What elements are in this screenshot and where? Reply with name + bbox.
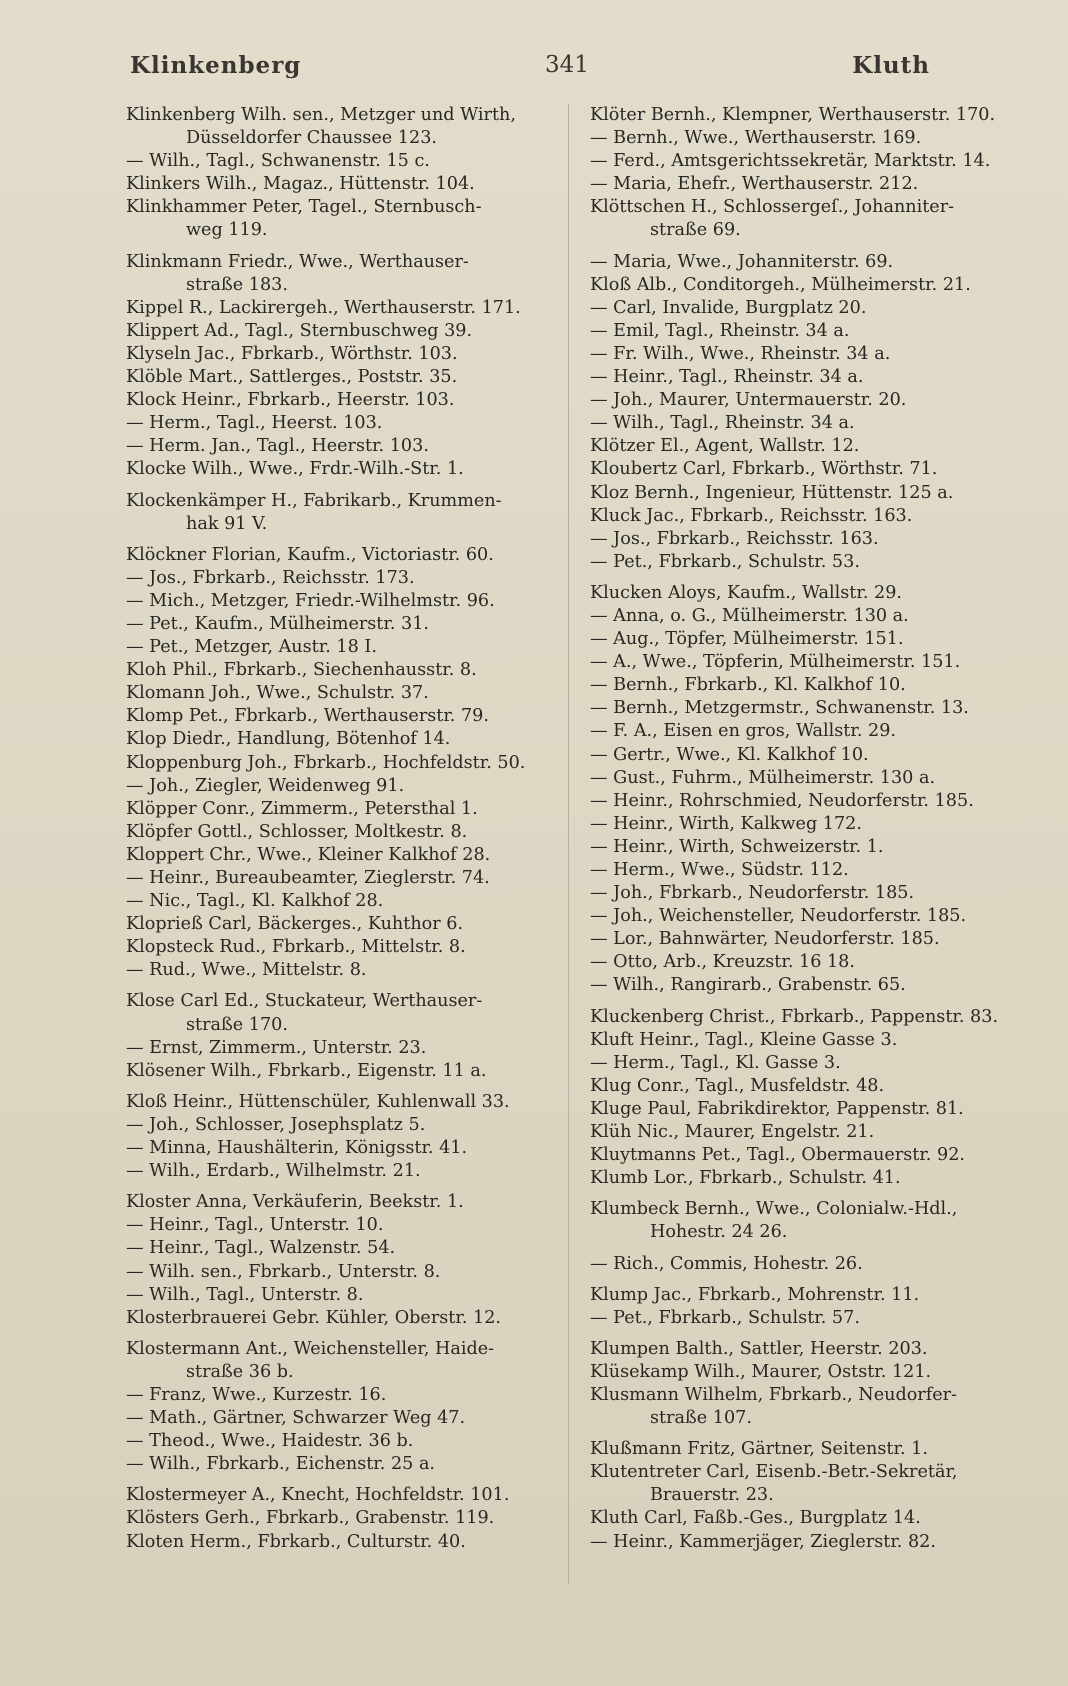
- entry-line: — Carl, Invalide, Burgplatz 20.: [590, 297, 867, 318]
- entry-line: Klomp Pet., Fbrkarb., Werthauserstr. 79.: [126, 706, 489, 727]
- directory-entry: [126, 1214, 571, 1237]
- entry-line: — Wilh., Erdarb., Wilhelmstr. 21.: [126, 1161, 421, 1182]
- entry-line: Klösener Wilh., Fbrkarb., Eigenstr. 11 a.: [126, 1060, 487, 1081]
- directory-entry: [126, 1160, 571, 1183]
- entry-line: — Minna, Haushälterin, Königsstr. 41.: [126, 1138, 468, 1159]
- directory-entry: [126, 590, 571, 613]
- directory-entry: [590, 1338, 1040, 1361]
- directory-entry: [126, 959, 571, 982]
- entry-continuation: Düsseldorfer Chaussee 123.: [186, 128, 437, 149]
- directory-entry: [126, 1531, 571, 1554]
- directory-entry: [126, 1407, 571, 1430]
- entry-line: Klop Diedr., Handlung, Bötenhof 14.: [126, 729, 451, 750]
- directory-entry: [126, 1091, 571, 1114]
- directory-entry: [126, 705, 571, 728]
- directory-entry: [126, 366, 571, 389]
- directory-entry: [590, 1075, 1040, 1098]
- entry-line: — Heinr., Bureaubeamter, Zieglerstr. 74.: [126, 868, 490, 888]
- directory-entry: [126, 636, 571, 659]
- entry-line: — A., Wwe., Töpferin, Mülheimerstr. 151.: [590, 652, 961, 673]
- entry-line: Klinkenberg Wilh. sen., Metzger und Wirth,: [126, 105, 516, 125]
- entry-line: Klöckner Florian, Kaufm., Victoriastr. 60.: [126, 544, 494, 565]
- entry-line: Klusmann Wilhelm, Fbrkarb., Neudorfer-: [590, 1384, 957, 1405]
- entry-line: — Pet., Metzger, Austr. 18 I.: [126, 637, 377, 658]
- directory-entry: [126, 752, 571, 775]
- entry-continuation: hak 91 V.: [186, 513, 268, 534]
- directory-entry: [590, 297, 1040, 320]
- entry-line: Klosterbrauerei Gebr. Kühler, Oberstr. 12.: [126, 1307, 501, 1328]
- directory-entry: [590, 605, 1040, 628]
- directory-entry: [590, 1167, 1040, 1190]
- directory-entry: [126, 1137, 571, 1160]
- entry-line: Klöttschen H., Schlossergeſ., Johanniter-: [590, 197, 955, 218]
- directory-entry: [590, 343, 1040, 366]
- entry-line: — Herm., Tagl., Kl. Gasse 3.: [590, 1052, 841, 1073]
- directory-entry: [126, 435, 571, 458]
- directory-entry: [126, 659, 571, 682]
- directory-entry: [126, 297, 571, 320]
- entry-line: — Franz, Wwe., Kurzestr. 16.: [126, 1384, 387, 1405]
- entry-line: Kluck Jac., Fbrkarb., Reichsstr. 163.: [590, 505, 913, 526]
- entry-line: Klinkers Wilh., Magaz., Hüttenstr. 104.: [126, 174, 475, 195]
- entry-line: — Anna, o. G., Mülheimerstr. 130 a.: [590, 605, 909, 626]
- directory-entry: [126, 1507, 571, 1530]
- entry-line: — Herm., Wwe., Südstr. 112.: [590, 860, 849, 880]
- entry-line: — Pet., Fbrkarb., Schulstr. 57.: [590, 1307, 860, 1328]
- page-header: [130, 52, 1010, 92]
- entry-line: Kluth Carl, Faßb.-Ges., Burgplatz 14.: [590, 1508, 921, 1529]
- entry-line: Klockenkämper H., Fabrikarb., Krummen-: [126, 490, 502, 511]
- directory-entry: [126, 173, 571, 196]
- entry-line: — Heinr., Tagl., Unterstr. 10.: [126, 1215, 384, 1236]
- entry-line: — Joh., Weichensteller, Neudorferstr. 185.: [590, 906, 967, 927]
- entry-continuation: straße 36 b.: [186, 1361, 294, 1382]
- directory-entry: [590, 1098, 1040, 1121]
- entry-line: Kloubertz Carl, Fbrkarb., Wörthstr. 71.: [590, 459, 938, 480]
- entry-line: — F. A., Eisen en gros, Wallstr. 29.: [590, 721, 897, 742]
- entry-line: Kloz Bernh., Ingenieur, Hüttenstr. 125 a.: [590, 482, 954, 503]
- entry-line: Klumpen Balth., Sattler, Heerstr. 203.: [590, 1338, 928, 1359]
- directory-entry: [126, 990, 571, 1036]
- directory-entry: [590, 836, 1040, 859]
- directory-entry: [590, 458, 1040, 481]
- header-left-keyword: Klinkenberg: [130, 52, 302, 79]
- entry-line: — Heinr., Tagl., Rheinstr. 34 a.: [590, 367, 864, 388]
- entry-line: — Herm. Jan., Tagl., Heerstr. 103.: [126, 436, 429, 457]
- entry-line: — Joh., Maurer, Untermauerstr. 20.: [590, 390, 907, 411]
- entry-line: — Maria, Ehefr., Werthauserstr. 212.: [590, 174, 919, 195]
- directory-entry: [590, 651, 1040, 674]
- directory-entry: [590, 320, 1040, 343]
- entry-line: — Jos., Fbrkarb., Reichsstr. 163.: [590, 528, 879, 549]
- directory-entry: [126, 1307, 571, 1330]
- header-right-keyword: Kluth: [852, 52, 930, 79]
- entry-line: — Joh., Fbrkarb., Neudorferstr. 185.: [590, 883, 915, 904]
- entry-line: Kluckenberg Christ., Fbrkarb., Pappenstr. 83.: [590, 1006, 999, 1027]
- entry-line: — Aug., Töpfer, Mülheimerstr. 151.: [590, 629, 904, 650]
- entry-line: — Nic., Tagl., Kl. Kalkhof 28.: [126, 891, 384, 912]
- directory-entry: [590, 905, 1040, 928]
- directory-entry: [590, 951, 1040, 974]
- entry-line: — Bernh., Fbrkarb., Kl. Kalkhof 10.: [590, 675, 906, 696]
- directory-entry: [126, 1284, 571, 1307]
- entry-line: — Herm., Tagl., Heerst. 103.: [126, 413, 383, 434]
- entry-line: — Gust., Fuhrm., Mülheimerstr. 130 a.: [590, 767, 936, 788]
- directory-entry: [590, 628, 1040, 651]
- right-column: [590, 104, 1040, 1554]
- entry-line: — Heinr., Kammerjäger, Zieglerstr. 82.: [590, 1531, 936, 1552]
- directory-entry: [126, 1384, 571, 1407]
- directory-entry: [590, 1507, 1040, 1530]
- entry-line: — Gertr., Wwe., Kl. Kalkhof 10.: [590, 744, 869, 765]
- directory-entry: [590, 251, 1040, 274]
- directory-entry: [126, 104, 571, 150]
- directory-entry: [590, 127, 1040, 150]
- entry-line: Klump Jac., Fbrkarb., Mohrenstr. 11.: [590, 1284, 920, 1305]
- entry-line: Klinkmann Friedr., Wwe., Werthauser-: [126, 251, 469, 272]
- entry-line: Klopsteck Rud., Fbrkarb., Mittelstr. 8.: [126, 937, 466, 958]
- directory-entry: [590, 1029, 1040, 1052]
- entry-line: Klöpfer Gottl., Schlosser, Moltkestr. 8.: [126, 821, 468, 842]
- entry-line: — Wilh., Rangirarb., Grabenstr. 65.: [590, 975, 906, 996]
- entry-line: Klinkhammer Peter, Tagel., Sternbusch-: [126, 197, 482, 218]
- entry-line: — Joh., Ziegler, Weidenweg 91.: [126, 775, 405, 796]
- entry-continuation: straße 183.: [186, 274, 288, 295]
- entry-line: — Rud., Wwe., Mittelstr. 8.: [126, 960, 367, 981]
- entry-line: Klock Heinr., Fbrkarb., Heerstr. 103.: [126, 390, 455, 411]
- directory-entry: [126, 196, 571, 242]
- entry-line: Kloster Anna, Verkäuferin, Beekstr. 1.: [126, 1192, 464, 1213]
- directory-entry: [126, 251, 571, 297]
- directory-entry: [590, 1144, 1040, 1167]
- entry-continuation: straße 170.: [186, 1014, 288, 1035]
- entry-line: — Wilh., Tagl., Rheinstr. 34 a.: [590, 413, 855, 434]
- entry-line: — Bernh., Metzgermstr., Schwanenstr. 13.: [590, 698, 969, 719]
- entry-line: — Wilh., Tagl., Schwanenstr. 15 c.: [126, 151, 430, 172]
- entry-line: Klumbeck Bernh., Wwe., Colonialw.-Hdl.,: [590, 1199, 958, 1220]
- directory-entry: [126, 567, 571, 590]
- entry-line: Klomann Joh., Wwe., Schulstr. 37.: [126, 683, 429, 704]
- directory-entry: [590, 1198, 1040, 1244]
- entry-continuation: weg 119.: [186, 220, 268, 241]
- directory-entry: [126, 613, 571, 636]
- entry-line: Klostermann Ant., Weichensteller, Haide-: [126, 1338, 495, 1359]
- directory-entry: [126, 412, 571, 435]
- entry-line: — Wilh. sen., Fbrkarb., Unterstr. 8.: [126, 1261, 441, 1282]
- directory-entry: [590, 1461, 1040, 1507]
- entry-line: — Bernh., Wwe., Werthauserstr. 169.: [590, 128, 922, 149]
- directory-entry: [126, 890, 571, 913]
- directory-entry: [126, 343, 571, 366]
- directory-entry: [590, 859, 1040, 882]
- entry-line: Klose Carl Ed., Stuckateur, Werthauser-: [126, 991, 483, 1012]
- directory-entry: [126, 389, 571, 412]
- entry-line: Klöpper Conr., Zimmerm., Petersthal 1.: [126, 798, 478, 819]
- directory-entry: [590, 974, 1040, 997]
- directory-entry: [590, 1531, 1040, 1554]
- directory-entry: [590, 928, 1040, 951]
- entry-line: — Ernst, Zimmerm., Unterstr. 23.: [126, 1037, 427, 1058]
- entry-line: — Emil, Tagl., Rheinstr. 34 a.: [590, 320, 850, 341]
- directory-entry: [126, 682, 571, 705]
- directory-entry: [590, 1006, 1040, 1029]
- directory-entry: [590, 104, 1040, 127]
- entry-continuation: straße 69.: [650, 220, 741, 241]
- entry-line: — Wilh., Fbrkarb., Eichenstr. 25 a.: [126, 1454, 436, 1475]
- entry-line: Kloppert Chr., Wwe., Kleiner Kalkhof 28.: [126, 844, 491, 865]
- directory-entry: [126, 1237, 571, 1260]
- directory-entry: [590, 1361, 1040, 1384]
- directory-entry: [126, 775, 571, 798]
- directory-entry: [590, 1307, 1040, 1330]
- directory-entry: [126, 1453, 571, 1476]
- directory-entry: [126, 490, 571, 536]
- directory-entry: [590, 767, 1040, 790]
- directory-entry: [126, 1191, 571, 1214]
- entry-line: Klutentreter Carl, Eisenb.-Betr.-Sekretär,: [590, 1462, 958, 1483]
- left-column: [126, 104, 571, 1554]
- entry-line: Klüsekamp Wilh., Maurer, Oststr. 121.: [590, 1361, 932, 1382]
- directory-entry: [590, 1384, 1040, 1430]
- directory-entry: [126, 913, 571, 936]
- entry-continuation: Hohestr. 24 26.: [650, 1222, 788, 1243]
- directory-entry: [590, 674, 1040, 697]
- directory-entry: [590, 1052, 1040, 1075]
- directory-entry: [126, 1037, 571, 1060]
- directory-entry: [590, 505, 1040, 528]
- directory-entry: [590, 196, 1040, 242]
- directory-entry: [590, 744, 1040, 767]
- directory-entry: [126, 1060, 571, 1083]
- directory-entry: [126, 728, 571, 751]
- directory-entry: [126, 936, 571, 959]
- entry-line: Klucken Aloys, Kaufm., Wallstr. 29.: [590, 582, 903, 603]
- entry-line: — Wilh., Tagl., Unterstr. 8.: [126, 1284, 364, 1305]
- entry-line: — Math., Gärtner, Schwarzer Weg 47.: [126, 1408, 466, 1429]
- directory-entry: [590, 813, 1040, 836]
- entry-line: Kluytmanns Pet., Tagl., Obermauerstr. 92.: [590, 1145, 965, 1166]
- entry-line: Klußmann Fritz, Gärtner, Seitenstr. 1.: [590, 1439, 928, 1460]
- entry-line: — Pet., Fbrkarb., Schulstr. 53.: [590, 551, 860, 572]
- entry-line: Klöble Mart., Sattlerges., Poststr. 35.: [126, 367, 458, 388]
- entry-line: Kippel R., Lackirergeh., Werthauserstr. 171.: [126, 297, 521, 318]
- entry-line: Klyseln Jac., Fbrkarb., Wörthstr. 103.: [126, 343, 458, 364]
- entry-line: — Heinr., Tagl., Walzenstr. 54.: [126, 1238, 396, 1259]
- entry-line: — Mich., Metzger, Friedr.-Wilhelmstr. 96.: [126, 590, 495, 611]
- directory-entry: [590, 366, 1040, 389]
- entry-line: — Maria, Wwe., Johanniterstr. 69.: [590, 251, 894, 272]
- directory-entry: [126, 150, 571, 173]
- entry-line: — Heinr., Wirth, Schweizerstr. 1.: [590, 836, 884, 857]
- entry-line: — Heinr., Wirth, Kalkweg 172.: [590, 813, 862, 834]
- directory-entry: [126, 821, 571, 844]
- entry-line: Klösters Gerh., Fbrkarb., Grabenstr. 119.: [126, 1508, 495, 1529]
- entry-line: — Lor., Bahnwärter, Neudorferstr. 185.: [590, 929, 940, 950]
- entry-line: — Otto, Arb., Kreuzstr. 16 18.: [590, 952, 855, 973]
- directory-entry: [590, 150, 1040, 173]
- directory-entry: [590, 1121, 1040, 1144]
- entry-line: — Pet., Kaufm., Mülheimerstr. 31.: [126, 613, 430, 634]
- entry-line: Klüh Nic., Maurer, Engelstr. 21.: [590, 1122, 875, 1143]
- directory-entry: [126, 1430, 571, 1453]
- directory-entry: [590, 697, 1040, 720]
- entry-line: Kloppenburg Joh., Fbrkarb., Hochfeldstr. 50.: [126, 752, 526, 773]
- column-divider: [568, 104, 569, 1584]
- directory-entry: [126, 867, 571, 890]
- directory-entry: [590, 389, 1040, 412]
- entry-line: — Ferd., Amtsgerichtssekretär, Marktstr. 14.: [590, 151, 991, 172]
- entry-line: — Joh., Schlosser, Josephsplatz 5.: [126, 1114, 426, 1135]
- entry-line: — Jos., Fbrkarb., Reichsstr. 173.: [126, 567, 415, 588]
- entry-line: Klöter Bernh., Klempner, Werthauserstr. 170.: [590, 105, 996, 125]
- directory-entry: [126, 320, 571, 343]
- entry-line: Klocke Wilh., Wwe., Frdr.-Wilh.-Str. 1.: [126, 459, 464, 480]
- entry-continuation: straße 107.: [650, 1408, 752, 1429]
- entry-line: — Fr. Wilh., Wwe., Rheinstr. 34 a.: [590, 343, 891, 364]
- entry-line: Kloten Herm., Fbrkarb., Culturstr. 40.: [126, 1531, 466, 1552]
- directory-entry: [590, 551, 1040, 574]
- entry-line: Klumb Lor., Fbrkarb., Schulstr. 41.: [590, 1168, 901, 1189]
- entry-line: Kloprieß Carl, Bäckerges., Kuhthor 6.: [126, 914, 464, 935]
- directory-entry: [126, 1114, 571, 1137]
- directory-entry: [590, 582, 1040, 605]
- directory-entry: [590, 412, 1040, 435]
- directory-entry: [126, 544, 571, 567]
- directory-entry: [590, 790, 1040, 813]
- directory-entry: [590, 173, 1040, 196]
- entry-line: Klippert Ad., Tagl., Sternbuschweg 39.: [126, 320, 473, 341]
- entry-continuation: Brauerstr. 23.: [650, 1485, 774, 1506]
- directory-entry: [126, 798, 571, 821]
- entry-line: Kloß Heinr., Hüttenschüler, Kuhlenwall 33.: [126, 1091, 510, 1112]
- directory-entry: [590, 274, 1040, 297]
- entry-line: Klötzer El., Agent, Wallstr. 12.: [590, 436, 860, 457]
- entry-line: Kloß Alb., Conditorgeh., Mülheimerstr. 21.: [590, 274, 971, 295]
- directory-entry: [590, 1284, 1040, 1307]
- directory-entry: [590, 882, 1040, 905]
- entry-line: Klostermeyer A., Knecht, Hochfeldstr. 101.: [126, 1485, 510, 1506]
- directory-entry: [590, 1438, 1040, 1461]
- directory-entry: [126, 1338, 571, 1384]
- directory-entry: [126, 1261, 571, 1284]
- directory-entry: [590, 435, 1040, 458]
- entry-line: — Rich., Commis, Hohestr. 26.: [590, 1253, 863, 1274]
- entry-line: Kluge Paul, Fabrikdirektor, Pappenstr. 81.: [590, 1098, 964, 1119]
- directory-entry: [590, 720, 1040, 743]
- directory-entry: [590, 1253, 1040, 1276]
- page-number: 341: [545, 52, 589, 78]
- directory-entry: [126, 1484, 571, 1507]
- entry-line: Klug Conr., Tagl., Musfeldstr. 48.: [590, 1075, 885, 1096]
- entry-line: — Heinr., Rohrschmied, Neudorferstr. 185.: [590, 790, 974, 811]
- directory-entry: [590, 482, 1040, 505]
- directory-entry: [590, 528, 1040, 551]
- entry-line: — Theod., Wwe., Haidestr. 36 b.: [126, 1431, 414, 1452]
- directory-entry: [126, 844, 571, 867]
- directory-entry: [126, 458, 571, 481]
- entry-line: Kloh Phil., Fbrkarb., Siechenhausstr. 8.: [126, 660, 477, 681]
- entry-line: Kluft Heinr., Tagl., Kleine Gasse 3.: [590, 1029, 898, 1050]
